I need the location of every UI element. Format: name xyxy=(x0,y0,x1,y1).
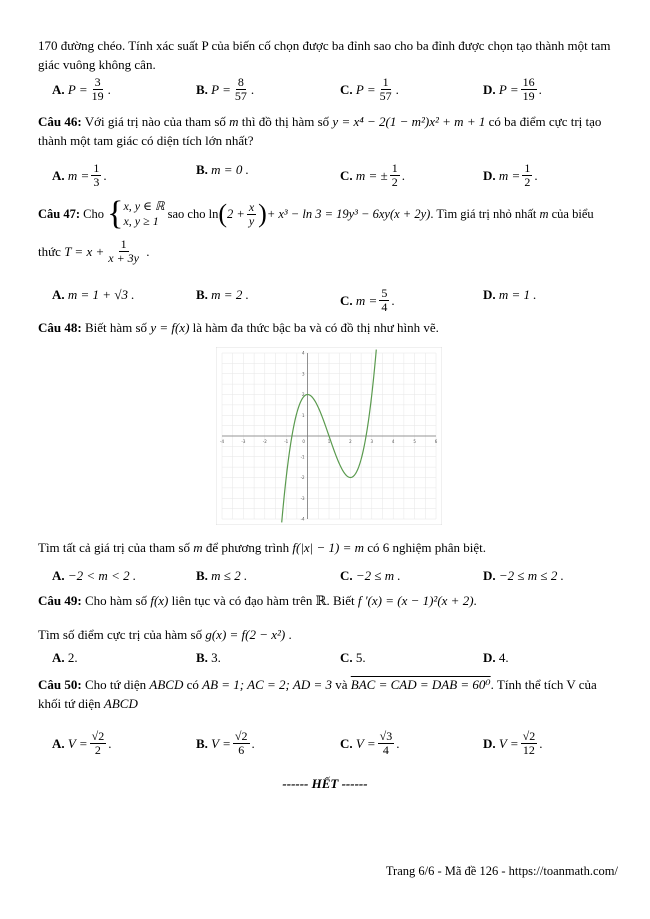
y-tick-label: -4 xyxy=(300,516,305,522)
option-d[interactable]: D. P = $\frac{16}{19}$ . xyxy=(483,75,542,103)
y-tick-label: -3 xyxy=(300,495,305,501)
option-c[interactable]: C. P = $\frac{1}{57}$ . xyxy=(340,75,399,103)
option-b[interactable]: B. m = 0 . xyxy=(196,162,249,177)
option-b[interactable]: B. P = $\frac{8}{57}$ . xyxy=(196,75,255,103)
q47-expression: thức T = x + $\frac{1}{x + 3y}$ . xyxy=(38,237,150,265)
option-b[interactable]: B. m = 2 . xyxy=(196,287,249,302)
page-footer: Trang 6/6 - Mã đề 126 - https://toanmath.com/ xyxy=(385,864,618,878)
intro-text: 170 đường chéo. Tính xác suất P của biến cố chọn được ba đỉnh sao cho ba đỉnh được chọn tạo thành một tam giác vuông không cân. xyxy=(38,38,611,72)
intro-options xyxy=(0,76,650,106)
x-tick-label: -4 xyxy=(220,439,224,444)
question-47: Câu 47: Cho { x, y ∈ ℝ x, y ≥ 1 sao cho ln ( 2 + $\frac{x}{y}$ ) + x³ − ln 3 = 19y³ − 6xy(x + 2y) . Tìm giá trị nhỏ nhất m của biểu xyxy=(38,195,594,232)
option-b[interactable]: B. m ≤ 2 . xyxy=(196,568,248,583)
y-tick-label: 1 xyxy=(302,412,305,418)
x-tick-label: 4 xyxy=(391,439,395,444)
y-tick-label: 3 xyxy=(302,371,305,377)
x-tick-label: 0 xyxy=(302,439,305,444)
function-graph xyxy=(216,347,442,525)
question-46: Câu 46: Với giá trị nào của tham số m thì đồ thị hàm số y = x⁴ − 2(1 − m²)x² + m + 1 có ba điểm cực trị tạo thành một tam giác có diện tích lớn nhất? xyxy=(38,114,602,148)
option-a[interactable]: A. V = $\frac{√2}{2}$ . xyxy=(52,729,112,757)
q48-ask: Tìm tất cả giá trị của tham số m để phương trình f(|x| − 1) = m có 6 nghiệm phân biệt. xyxy=(38,540,487,555)
x-tick-label: -3 xyxy=(241,439,246,444)
option-d[interactable]: D. 4. xyxy=(483,650,509,665)
question-48: Câu 48: Biết hàm số y = f(x) là hàm đa thức bậc ba và có đồ thị như hình vẽ. xyxy=(38,320,439,335)
x-tick-label: 2 xyxy=(349,439,352,444)
option-c[interactable]: C. m = ± $\frac{1}{2}$ . xyxy=(340,161,405,189)
q49-ask: Tìm số điểm cực trị của hàm số g(x) = f(2 − x²) . xyxy=(38,627,292,642)
option-d[interactable]: D. V = $\frac{√2}{12}$ . xyxy=(483,729,543,757)
x-tick-label: 3 xyxy=(370,439,374,444)
option-a[interactable]: A. m = $\frac{1}{3}$ . xyxy=(52,161,107,189)
q46-options xyxy=(0,162,650,192)
x-tick-label: 5 xyxy=(413,439,416,444)
option-c[interactable]: C. m = $\frac{5}{4}$ . xyxy=(340,286,395,314)
option-d[interactable]: D. m = $\frac{1}{2}$ . xyxy=(483,161,538,189)
option-b[interactable]: B. V = $\frac{√2}{6}$ . xyxy=(196,729,255,757)
option-c[interactable]: C. 5. xyxy=(340,650,366,665)
option-c[interactable]: C. V = $\frac{√3}{4}$ . xyxy=(340,729,400,757)
y-tick-label: 4 xyxy=(302,350,305,356)
question-50: Câu 50: Cho tứ diện ABCD có AB = 1; AC = 2; AD = 3 và BAC = CAD = DAB = 60⁰. Tính thể tích V của khối tứ diện ABCD xyxy=(38,677,597,711)
option-a[interactable]: A. 2. xyxy=(52,650,78,665)
x-tick-label: 6 xyxy=(434,439,438,444)
option-c[interactable]: C. −2 ≤ m . xyxy=(340,568,401,583)
y-tick-label: -1 xyxy=(300,454,305,460)
x-tick-label: -1 xyxy=(284,439,289,444)
question-49: Câu 49: Cho hàm số f(x) liên tục và có đạo hàm trên ℝ. Biết f '(x) = (x − 1)²(x + 2). xyxy=(38,593,477,608)
q50-options xyxy=(0,730,650,760)
option-a[interactable]: A. m = 1 + √3 . xyxy=(52,287,135,302)
option-d[interactable]: D. m = 1 . xyxy=(483,287,537,302)
x-tick-label: 1 xyxy=(327,439,331,444)
x-tick-label: -2 xyxy=(262,439,267,444)
q47-options xyxy=(0,287,650,317)
option-a[interactable]: A. P = $\frac{3}{19}$ . xyxy=(52,75,111,103)
option-d[interactable]: D. −2 ≤ m ≤ 2 . xyxy=(483,568,564,583)
option-a[interactable]: A. −2 < m < 2 . xyxy=(52,568,137,583)
end-mark: ------ HẾT ------ xyxy=(282,776,368,791)
option-b[interactable]: B. 3. xyxy=(196,650,221,665)
y-tick-label: 2 xyxy=(302,392,305,397)
y-tick-label: -2 xyxy=(300,475,305,480)
